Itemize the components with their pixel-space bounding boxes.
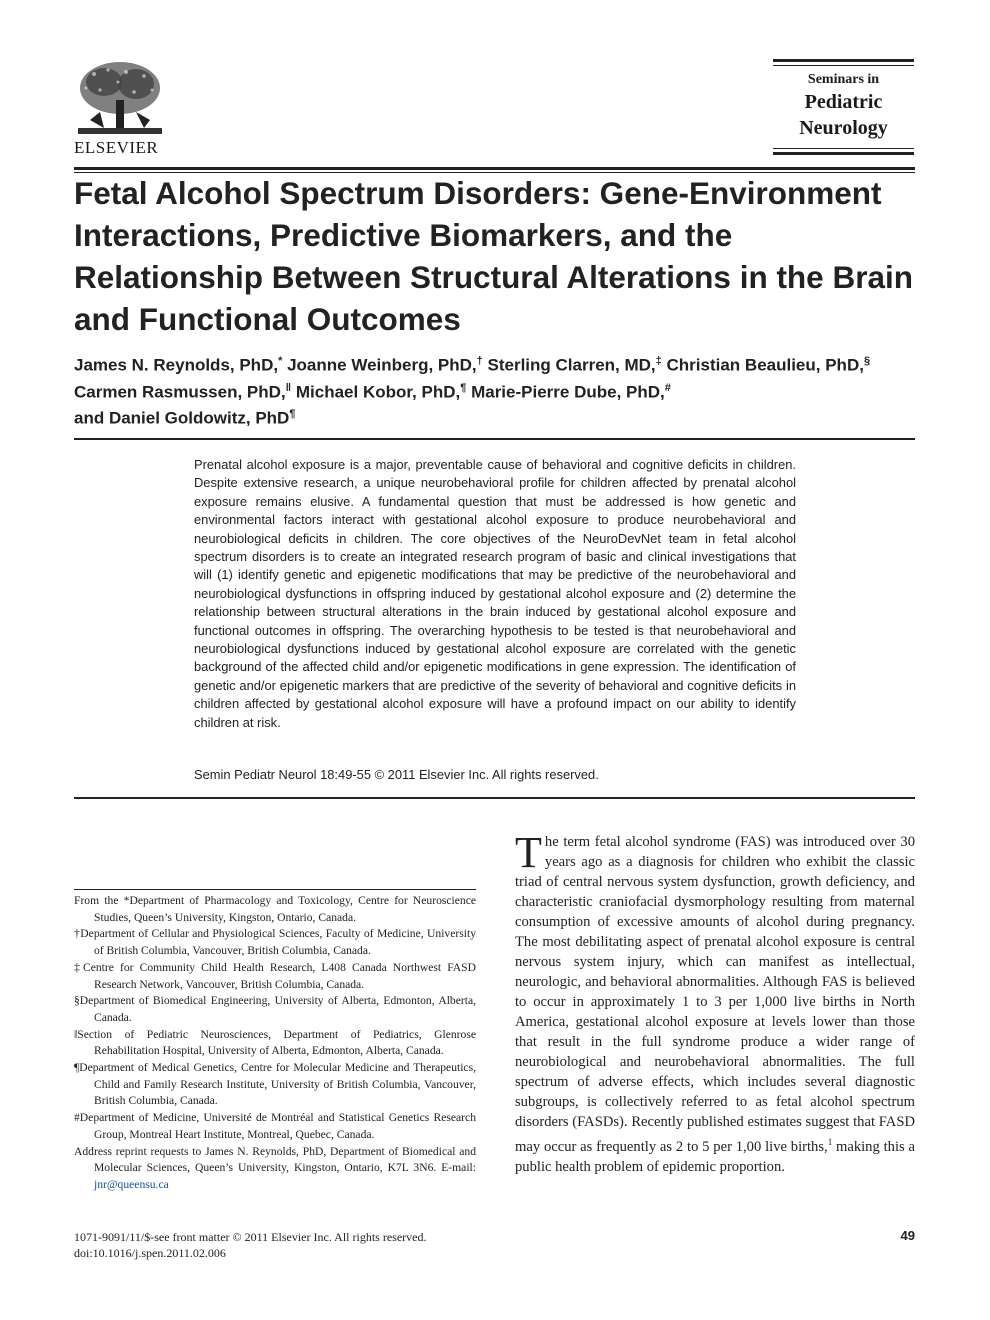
tree-logo-icon — [74, 60, 166, 138]
journal-masthead — [773, 59, 914, 155]
reprint-request — [74, 1144, 476, 1194]
author-name: Christian Beaulieu, PhD, — [666, 355, 864, 375]
abstract-top-rule — [74, 438, 915, 440]
author-mark: ‖ — [285, 381, 292, 394]
reprint-text: Address reprint requests to James N. Reynolds, PhD, Department of Biomedical and Molecular Sciences, Queen’s University, Kingston, Ontario, K7L 3N6. E-mail: — [74, 1144, 476, 1175]
citation-line: Semin Pediatr Neurol 18:49-55 © 2011 Elsevier Inc. All rights reserved. — [194, 767, 599, 782]
page-number: 49 — [900, 1228, 915, 1243]
journal-line-2: Pediatric — [804, 91, 883, 113]
author-mark: ¶ — [460, 381, 467, 394]
author-name: Marie-Pierre Dube, PhD, — [471, 382, 665, 402]
affiliation-item: #Department of Medicine, Université de Montréal and Statistical Genetics Research Group, Montreal Heart Institute, Montreal, Quebec, Canada. — [74, 1111, 476, 1141]
elsevier-logo — [74, 60, 166, 158]
affiliation-item: §Department of Biomedical Engineering, University of Alberta, Edmonton, Alberta, Canada. — [74, 994, 476, 1024]
affiliation-item: ¶Department of Medical Genetics, Centre for Molecular Medicine and Therapeutics, Child and Family Research Institute, University of British Columbia, Vancouver, British Columbia, Canada. — [74, 1061, 476, 1108]
reference-marker[interactable]: 1 — [827, 1137, 833, 1147]
affiliation-item: ‡Centre for Community Child Health Research, L408 Canada Northwest FASD Research Network, Vancouver, British Columbia, Canada. — [74, 960, 476, 991]
affiliation-item: ‖Section of Pediatric Neurosciences, Department of Pediatrics, Glenrose Rehabilitation Hospital, University of Alberta, Edmonton, Alberta, Canada. — [74, 1027, 476, 1058]
publisher-name: ELSEVIER — [74, 138, 159, 157]
affiliation-item: †Department of Cellular and Physiological Sciences, Faculty of Medicine, University of British Columbia, Vancouver, British Columbia, Canada. — [74, 927, 476, 958]
affiliation-item: From the *Department of Pharmacology and Toxicology, Centre for Neuroscience Studies, Queen’s University, Kingston, Ontario, Canada. — [74, 894, 476, 924]
author-name: Carmen Rasmussen, PhD, — [74, 382, 286, 402]
author-name: Joanne Weinberg, PhD, — [287, 355, 477, 375]
abstract-bottom-rule — [74, 797, 915, 799]
author-mark: † — [476, 355, 483, 367]
author-name: Sterling Clarren, MD, — [487, 355, 656, 375]
body-text — [515, 828, 915, 1177]
author-mark: # — [664, 381, 671, 394]
article-title: Fetal Alcohol Spectrum Disorders: Gene-Environment Interactions, Predictive Biomarkers, and the Relationship Between Structural Alterations in the Brain and Functional Outcomes — [74, 175, 913, 337]
header-rule — [74, 167, 915, 170]
author-mark: § — [863, 355, 871, 367]
body-paragraph-part2: making this a public health problem of epidemic proportion. — [515, 1138, 915, 1175]
author-list — [74, 350, 924, 430]
abstract-text: Prenatal alcohol exposure is a major, preventable cause of behavioral and cognitive deficits in children. Despite extensive research, a unique neurobehavioral profile for children affected by prenatal alcohol exposure remains elusive. A fundamental question that must be addressed is how genetic and environmental factors interact with gestational alcohol exposure to produce neurobehavioral and neurobiological deficits in children. The core objectives of the NeuroDevNet team in fetal alcohol spectrum disorders is to create an integrated research program of basic and clinical investigations that will (1) identify genetic and epigenetic modifications that may be predictive of the neurobehavioral and neurobiological dysfunctions in offspring induced by gestational alcohol exposure and (2) determine the relationship between structural alterations in the brain induced by gestational alcohol exposure and functional outcomes in offspring. The overarching hypothesis to be tested is that neurobehavioral and neurobiological dysfunctions induced by gestational alcohol exposure are correlated with the genetic background of the affected child and/or epigenetic modifications in gene expression. The identification of genetic and/or epigenetic markers that are predictive of the severity of behavioral and cognitive deficits in children affected by gestational alcohol exposure will have a profound impact on our ability to identify children at risk. — [194, 457, 796, 730]
author-mark: ‡ — [655, 355, 662, 367]
body-paragraph-part1: he term fetal alcohol syndrome (FAS) was introduced over 30 years ago as a diagnosis for children who exhibit the classic triad of central nervous system dysfunction, growth deficiency, and characteristic craniofacial dysmorphology resulting from maternal consumption of excessive amounts of alcohol during pregnancy. The most debilitating aspect of prenatal alcohol exposure is central nervous system injury, which can manifest as intellectual, neurologic, and behavioral abnormalities. Although FAS is believed to occur in approximately 1 to 3 per 1,000 live births in North America, gestational alcohol exposure at levels lower than those that result in the full syndrome produce a wider range of neurobiological and neurobehavioral abnormalities. The full spectrum of adverse effects, which includes several diagnostic subgroups, is collectively referred to as fetal alcohol spectrum disorders (FASDs). Recently published estimates suggest that FASD may occur as frequently as 2 to 5 per 1,00 live births, — [515, 834, 915, 1155]
journal-line-1: Seminars in — [807, 72, 880, 87]
email-link[interactable]: jnr@queensu.ca — [94, 1177, 169, 1191]
copyright-line: 1071-9091/11/$-see front matter © 2011 Elsevier Inc. All rights reserved. — [74, 1230, 427, 1244]
author-name: Michael Kobor, PhD, — [295, 382, 461, 402]
doi-line: doi:10.1016/j.spen.2011.02.006 — [74, 1245, 226, 1260]
author-name: and Daniel Goldowitz, PhD — [74, 408, 290, 428]
author-mark: * — [278, 355, 283, 367]
author-mark: ¶ — [289, 408, 296, 421]
affiliations-footnote — [74, 889, 476, 1194]
journal-line-3: Neurology — [799, 117, 888, 139]
footer-info — [74, 1230, 494, 1261]
drop-cap: T — [515, 828, 542, 877]
author-name: James N. Reynolds, PhD, — [74, 355, 279, 375]
